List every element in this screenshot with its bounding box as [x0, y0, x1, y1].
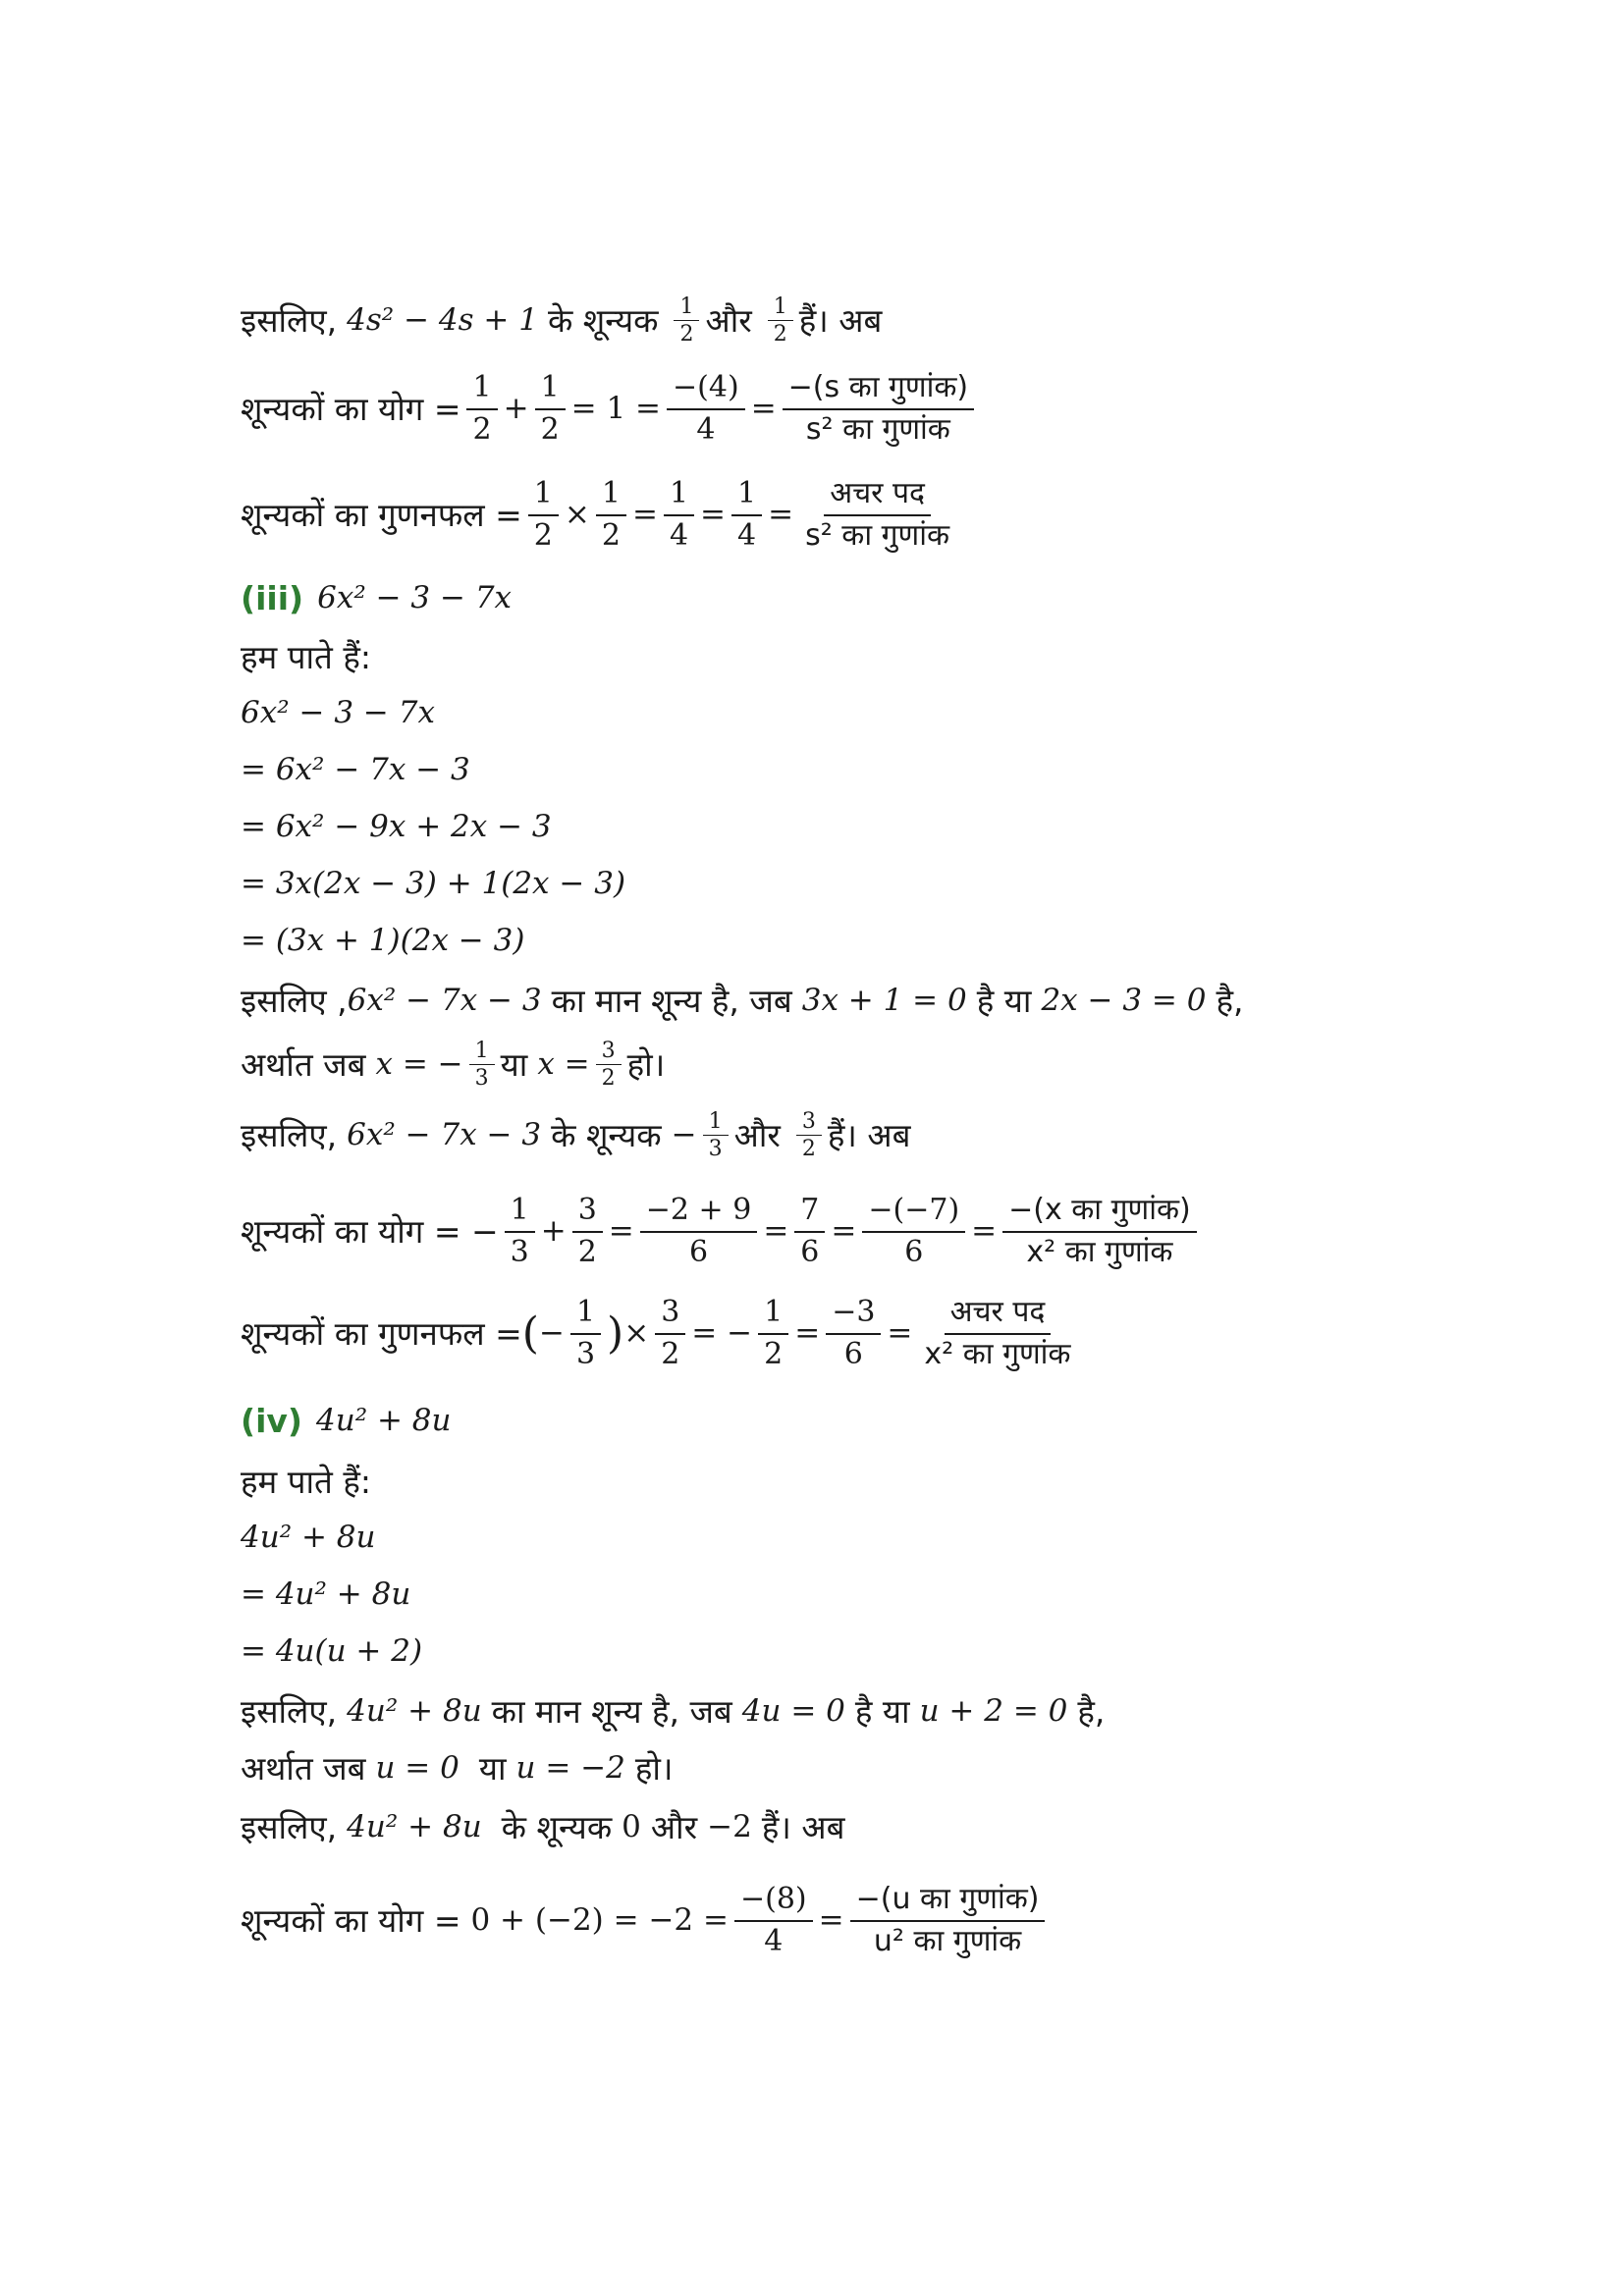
zeros-statement-x: इसलिए, 6x² − 7x − 3 के शून्यक − $\frac{1}{3}$ और $\frac{3}{2}$ हैं। अब [241, 1109, 911, 1162]
step-line: = 6x² − 9x + 2x − 3 [241, 809, 552, 844]
polynomial: 4s² − 4s + 1 [347, 302, 538, 339]
step-line: = 4u(u + 2) [241, 1633, 423, 1669]
fraction: $\frac{\text{−(x का गुणांक)}}{\text{x² का गुणांक}}$ [1002, 1194, 1197, 1269]
step-line: = 6x² − 7x − 3 [241, 752, 470, 787]
product-of-zeros-x: शून्यकों का गुणनफल = ( − $\frac{1}{3}$ ) × $\frac{3}{2}$ = − $\frac{1}{2}$ = $\frac{-3}{6}$ = $\frac{\text{अचर पद}}{\text{x² का गुणांक}}$ [241, 1296, 1564, 1371]
zeros-statement-s [241, 294, 1564, 347]
operator: = [768, 496, 794, 532]
text: इसलिए, [241, 301, 338, 340]
we-get-text: हम पाते हैं: [241, 638, 371, 676]
zero-values-u: अर्थात जब u = 0 या u = −2 हो। [241, 1749, 674, 1788]
operator: = [700, 496, 727, 532]
fraction: $\frac{1}{4}$ [664, 477, 694, 553]
fraction: $\frac{1}{3}$ [469, 1039, 495, 1092]
operator: = 1 = [570, 390, 662, 426]
fraction: $\frac{-3}{6}$ [826, 1296, 881, 1371]
we-get-text: हम पाते हैं: [241, 1463, 371, 1501]
part-label: (iv) [241, 1402, 302, 1440]
step-line: = 3x(2x − 3) + 1(2x − 3) [241, 866, 626, 901]
label: शून्यकों का गुणनफल = [241, 495, 522, 534]
text: के शून्यक [547, 301, 659, 340]
fraction: $\frac{1}{3}$ [703, 1109, 729, 1162]
sum-of-zeros-s [241, 371, 1564, 447]
fraction: $\frac{3}{2}$ [655, 1296, 685, 1371]
operator: + [503, 390, 529, 426]
fraction: $\frac{1}{2}$ [535, 371, 566, 447]
fraction: $\frac{1}{2}$ [768, 294, 793, 347]
fraction: $\frac{-2 + 9}{6}$ [640, 1194, 758, 1269]
label: शून्यकों का योग = [241, 389, 461, 428]
fraction: $\frac{1}{2}$ [466, 371, 497, 447]
fraction: $\frac{1}{3}$ [570, 1296, 601, 1371]
fraction: $\frac{\text{−(u का गुणांक)}}{\text{u² का गुणांक}}$ [850, 1883, 1046, 1958]
polynomial: 6x² − 3 − 7x [317, 580, 513, 616]
zero-values-x: अर्थात जब x = − $\frac{1}{3}$ या x = $\frac{3}{2}$ हो। [241, 1039, 666, 1092]
fraction: $\frac{1}{4}$ [731, 477, 762, 553]
fraction: $\frac{1}{2}$ [596, 477, 626, 553]
text: हैं। अब [798, 301, 883, 340]
product-of-zeros-s [241, 477, 1564, 553]
step-line: = (3x + 1)(2x − 3) [241, 923, 525, 958]
operator: × [564, 496, 590, 532]
fraction: $\frac{-(4)}{4}$ [667, 371, 745, 447]
part-iii-heading [241, 579, 1564, 618]
step-line: = 4u² + 8u [241, 1576, 411, 1612]
operator: = [750, 390, 777, 426]
operator: = [631, 496, 658, 532]
fraction: $\frac{1}{3}$ [505, 1194, 535, 1269]
fraction: $\frac{-(-7)}{6}$ [862, 1194, 965, 1269]
fraction: $\frac{7}{6}$ [794, 1194, 825, 1269]
sum-of-zeros-u: शून्यकों का योग = 0 + (−2) = −2 = $\frac{-(8)}{4}$ = $\frac{\text{−(u का गुणांक)}}{\text{u² का गुणांक}}$ [241, 1883, 1564, 1958]
zero-condition-u: इसलिए, 4u² + 8u का मान शून्य है, जब 4u = 0 है या u + 2 = 0 है, [241, 1692, 1106, 1731]
part-label: (iii) [241, 579, 304, 617]
step-line: 4u² + 8u [241, 1520, 376, 1555]
fraction: $\frac{\text{−(s का गुणांक)}}{\text{s² का गुणांक}}$ [783, 371, 974, 447]
fraction: $\frac{3}{2}$ [596, 1039, 622, 1092]
fraction: $\frac{3}{2}$ [572, 1194, 603, 1269]
zero-condition-x: इसलिए , 6x² − 7x − 3 का मान शून्य है, जब 3x + 1 = 0 है या 2x − 3 = 0 है, [241, 982, 1244, 1020]
fraction: $\frac{\text{अचर पद}}{\text{s² का गुणांक}}$ [805, 476, 950, 553]
text: और [705, 301, 752, 340]
fraction: $\frac{1}{2}$ [674, 294, 699, 347]
zeros-statement-u: इसलिए, 4u² + 8u के शून्यक 0 और −2 हैं। अब [241, 1808, 845, 1846]
fraction: $\frac{1}{2}$ [758, 1296, 788, 1371]
fraction: $\frac{-(8)}{4}$ [734, 1883, 813, 1958]
sum-of-zeros-x: शून्यकों का योग = − $\frac{1}{3}$ + $\frac{3}{2}$ = $\frac{-2 + 9}{6}$ = $\frac{7}{6}$ = $\frac{-(-7)}{6}$ = $\frac{\text{−(x का गुणांक)}}{\text{x² का गुणांक}}$ [241, 1194, 1564, 1269]
step-line: 6x² − 3 − 7x [241, 695, 435, 730]
fraction: $\frac{1}{2}$ [528, 477, 559, 553]
part-iv-heading: (iv) 4u² + 8u [241, 1402, 452, 1440]
fraction: $\frac{\text{अचर पद}}{\text{x² का गुणांक}}$ [924, 1295, 1071, 1371]
fraction: $\frac{3}{2}$ [796, 1109, 822, 1162]
